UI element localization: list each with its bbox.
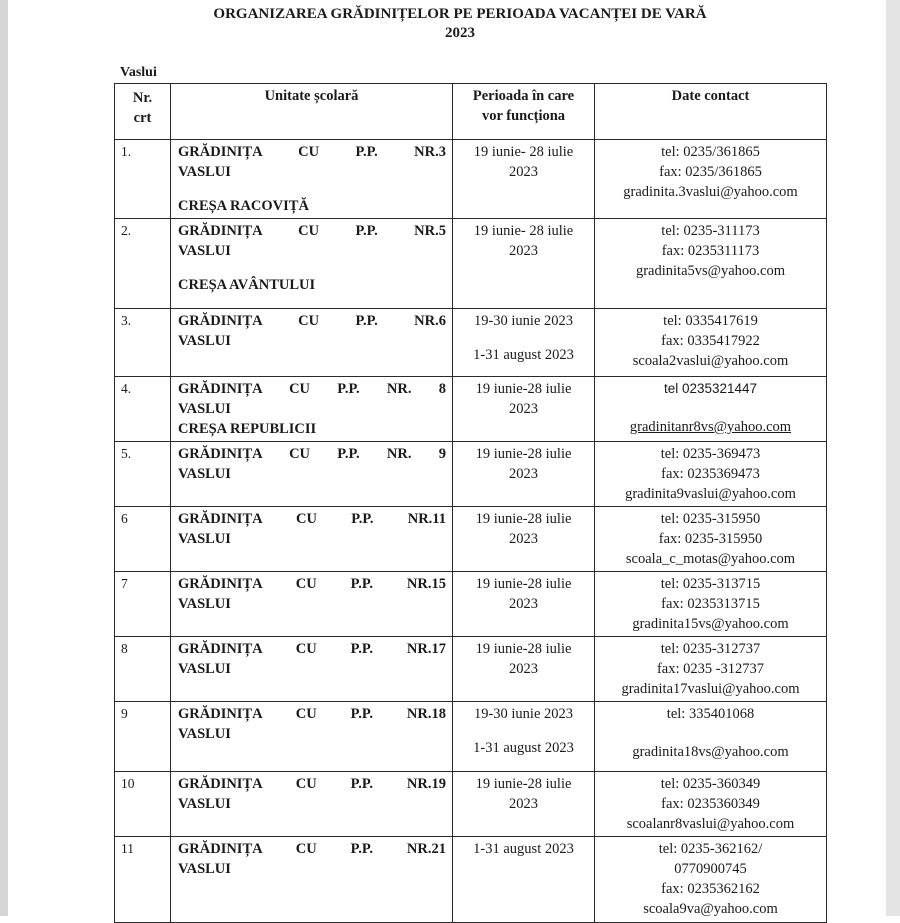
operating-period: [453, 219, 595, 309]
table-row: [115, 377, 827, 442]
period-line: 19 iunie-28 iulie: [475, 576, 572, 592]
contact-details: [595, 140, 827, 219]
contact-details: [595, 377, 827, 442]
unit-name-line: GRĂDINIȚA CU P.P. NR.3: [178, 144, 446, 160]
header-period-line1: Perioada în care: [472, 88, 575, 104]
unit-name-line: GRĂDINIȚA CU P.P. NR.6: [178, 313, 446, 329]
contact-email: scoalanr8vaslui@yahoo.com: [626, 816, 795, 832]
contact-spacer: [600, 724, 821, 742]
document-title-year: 2023: [445, 25, 475, 41]
contact-phone: tel: 0235-315950: [660, 511, 761, 527]
unit-name: [171, 637, 453, 702]
period-line: 19 iunie-28 iulie: [475, 776, 572, 792]
operating-period: [453, 702, 595, 772]
unit-city: VASLUI: [178, 531, 231, 547]
contact-email: gradinita.3vaslui@yahoo.com: [623, 184, 798, 200]
unit-name: [171, 219, 453, 309]
row-number: 1.: [115, 140, 171, 219]
unit-city: VASLUI: [178, 401, 231, 417]
unit-city: VASLUI: [178, 466, 231, 482]
period-line: 2023: [509, 401, 538, 417]
row-number: 2.: [115, 219, 171, 309]
contact-details: [595, 442, 827, 507]
period-line: 19 iunie-28 iulie: [475, 381, 572, 397]
operating-period: [453, 772, 595, 837]
table-row: [115, 442, 827, 507]
contact-phone: tel: 0235-312737: [660, 641, 761, 657]
unit-nursery: CREȘA RACOVIȚĂ: [178, 198, 309, 214]
contact-phone: fax: 0235 -312737: [656, 661, 765, 677]
row-number: 10: [115, 772, 171, 837]
header-nr: [115, 84, 171, 140]
period-line: 19 iunie-28 iulie: [475, 446, 572, 462]
contact-phone: tel: 335401068: [666, 706, 755, 722]
header-period: [453, 84, 595, 140]
contact-phone: fax: 0235/361865: [659, 164, 762, 180]
row-number: 6: [115, 507, 171, 572]
period-line: 2023: [509, 661, 538, 677]
unit-city: VASLUI: [178, 861, 231, 877]
contact-email: gradinita18vs@yahoo.com: [632, 744, 789, 760]
unit-name: [171, 572, 453, 637]
unit-name: [171, 377, 453, 442]
row-number: 8: [115, 637, 171, 702]
row-number: 9: [115, 702, 171, 772]
contact-email: gradinita17vaslui@yahoo.com: [621, 681, 800, 697]
operating-period: [453, 507, 595, 572]
table-row: [115, 637, 827, 702]
contact-email: gradinita5vs@yahoo.com: [635, 263, 786, 279]
unit-name: [171, 772, 453, 837]
unit-name-line: GRĂDINIȚA CU P.P. NR.17: [178, 641, 446, 657]
county-label: Vaslui: [120, 65, 157, 80]
header-period-line2: vor funcționa: [481, 108, 566, 124]
period-line: 2023: [509, 466, 538, 482]
table-row: [115, 140, 827, 219]
contact-email: gradinita15vs@yahoo.com: [632, 616, 789, 632]
operating-period: [453, 377, 595, 442]
document-title: ORGANIZAREA GRĂDINIȚELOR PE PERIOADA VACANȚEI DE VARĂ: [213, 6, 707, 22]
unit-name-line: GRĂDINIȚA CU P.P. NR.5: [178, 223, 446, 239]
unit-city: VASLUI: [178, 333, 231, 349]
operating-period: [453, 140, 595, 219]
contact-phone: tel: 0235-369473: [660, 446, 761, 462]
table-row: [115, 837, 827, 923]
period-line: 2023: [509, 531, 538, 547]
table-row: [115, 219, 827, 309]
unit-name: [171, 702, 453, 772]
period-line: 2023: [509, 596, 538, 612]
period-line: 19 iunie- 28 iulie: [473, 144, 574, 160]
table-row: [115, 309, 827, 377]
contact-details: [595, 637, 827, 702]
period-line: 19 iunie- 28 iulie: [473, 223, 574, 239]
unit-name: [171, 837, 453, 923]
unit-city: VASLUI: [178, 796, 231, 812]
contact-phone: 0770900745: [674, 861, 747, 877]
period-line: 1-31 august 2023: [473, 740, 574, 756]
unit-name: [171, 309, 453, 377]
contact-phone: tel: 0235-313715: [660, 576, 761, 592]
table-row: [115, 572, 827, 637]
table-row: [115, 772, 827, 837]
contact-phone: tel: 0335417619: [663, 313, 758, 329]
unit-city: VASLUI: [178, 661, 231, 677]
period-line: 2023: [509, 243, 538, 259]
operating-period: [453, 837, 595, 923]
contact-email: gradinitanr8vs@yahoo.com: [629, 419, 792, 435]
period-line: 19-30 iunie 2023: [473, 706, 574, 722]
unit-name-line: GRĂDINIȚA CU P.P. NR. 8: [178, 381, 446, 397]
period-line: 1-31 august 2023: [473, 347, 574, 363]
operating-period: [453, 442, 595, 507]
contact-phone: fax: 0235313715: [661, 596, 760, 612]
scan-left-edge: [0, 0, 8, 916]
period-line: 2023: [509, 796, 538, 812]
contact-details: [595, 309, 827, 377]
contact-details: [595, 507, 827, 572]
row-number: 11: [115, 837, 171, 923]
contact-phone: fax: 0235362162: [661, 881, 760, 897]
period-line: 2023: [509, 164, 538, 180]
period-line: 19-30 iunie 2023: [473, 313, 574, 329]
contact-phone: tel: 0235-362162/: [658, 841, 763, 857]
unit-name-line: GRĂDINIȚA CU P.P. NR.15: [178, 576, 446, 592]
contact-email: scoala9va@yahoo.com: [643, 901, 778, 917]
contact-phone: tel: 0235-360349: [660, 776, 761, 792]
row-number: 5.: [115, 442, 171, 507]
contact-phone: fax: 0235-315950: [658, 531, 763, 547]
table-header-row: [115, 84, 827, 140]
contact-details: [595, 702, 827, 772]
period-line: 19 iunie-28 iulie: [475, 511, 572, 527]
contact-phone: fax: 0235311173: [661, 243, 760, 259]
contact-phone: fax: 0235369473: [661, 466, 760, 482]
row-number: 4.: [115, 377, 171, 442]
row-number: 7: [115, 572, 171, 637]
operating-period: [453, 572, 595, 637]
contact-phone: fax: 0235360349: [661, 796, 760, 812]
unit-city: VASLUI: [178, 596, 231, 612]
unit-name-line: GRĂDINIȚA CU P.P. NR. 9: [178, 446, 446, 462]
unit-name-line: GRĂDINIȚA CU P.P. NR.21: [178, 841, 446, 857]
unit-city: VASLUI: [178, 726, 231, 742]
period-line: 19 iunie-28 iulie: [475, 641, 572, 657]
unit-city: VASLUI: [178, 164, 231, 180]
period-line: 1-31 august 2023: [473, 841, 574, 857]
unit-nursery: CREȘA REPUBLICII: [178, 421, 317, 437]
contact-details: [595, 219, 827, 309]
header-nr-line2: crt: [133, 110, 152, 126]
unit-nursery: CREȘA AVÂNTULUI: [178, 277, 316, 293]
unit-name-line: GRĂDINIȚA CU P.P. NR.11: [178, 511, 446, 527]
unit-name-line: GRĂDINIȚA CU P.P. NR.19: [178, 776, 446, 792]
scan-right-edge: [886, 0, 900, 916]
contact-email: gradinita9vaslui@yahoo.com: [625, 486, 796, 502]
table-row: [115, 702, 827, 772]
row-number: 3.: [115, 309, 171, 377]
contact-email: scoala_c_motas@yahoo.com: [625, 551, 796, 567]
operating-period: [453, 309, 595, 377]
table-row: [115, 507, 827, 572]
contact-spacer: [600, 399, 821, 417]
contact-phone: fax: 0335417922: [661, 333, 760, 349]
unit-name: [171, 507, 453, 572]
contact-phone: tel: 0235/361865: [661, 144, 760, 160]
operating-period: [453, 637, 595, 702]
contact-details: [595, 572, 827, 637]
unit-name: [171, 140, 453, 219]
contact-phone: tel: 0235-311173: [661, 223, 760, 239]
contact-email: scoala2vaslui@yahoo.com: [632, 353, 789, 369]
contact-details: [595, 772, 827, 837]
unit-city: VASLUI: [178, 243, 231, 259]
unit-name-line: GRĂDINIȚA CU P.P. NR.18: [178, 706, 446, 722]
header-contact: Date contact: [595, 84, 827, 140]
contact-details: [595, 837, 827, 923]
contact-phone: tel 0235321447: [663, 381, 758, 396]
kindergarten-table: [114, 83, 827, 923]
header-nr-line1: Nr.: [132, 90, 153, 106]
header-unit: Unitate școlară: [171, 84, 453, 140]
unit-name: [171, 442, 453, 507]
